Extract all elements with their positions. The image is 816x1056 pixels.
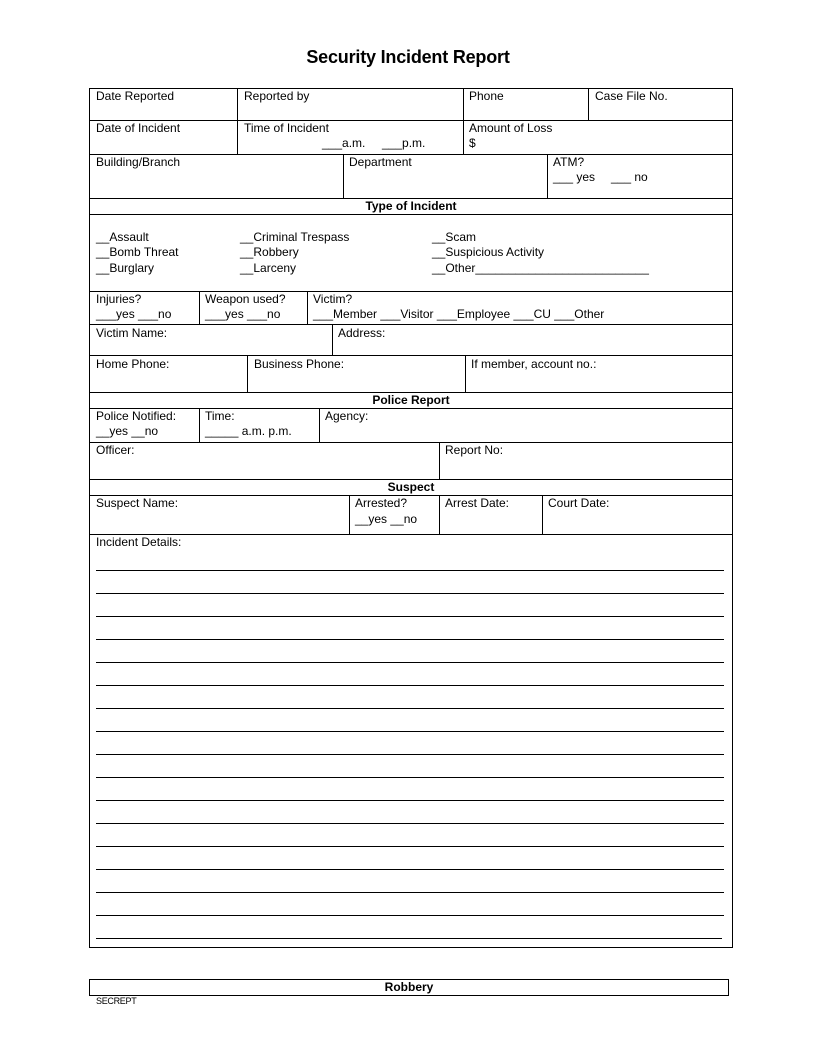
building-branch-field[interactable]: Building/Branch: [96, 155, 181, 169]
report-no-field[interactable]: Report No:: [445, 443, 504, 457]
divider: [439, 495, 440, 534]
divider: [463, 89, 464, 120]
writing-line[interactable]: [96, 662, 724, 663]
victim-name-field[interactable]: Victim Name:: [96, 326, 168, 340]
divider: [439, 442, 440, 479]
pm-checkbox[interactable]: ___p.m.: [382, 136, 426, 150]
divider: [90, 324, 732, 325]
incident-report-form: [89, 88, 733, 948]
divider: [247, 355, 248, 392]
writing-line[interactable]: [96, 639, 724, 640]
criminal-trespass-checkbox[interactable]: __Criminal Trespass: [240, 230, 350, 244]
police-time-label: Time:: [205, 409, 235, 423]
date-reported-field[interactable]: Date Reported: [96, 89, 175, 103]
type-of-incident-header: Type of Incident: [365, 199, 457, 213]
dollar-sign: $: [469, 136, 476, 150]
atm-no-checkbox[interactable]: ___ no: [611, 170, 648, 184]
police-time-options[interactable]: _____ a.m. p.m.: [205, 424, 292, 438]
writing-line[interactable]: [96, 938, 722, 939]
divider: [90, 534, 732, 535]
writing-line[interactable]: [96, 823, 724, 824]
divider: [588, 89, 589, 120]
bomb-threat-checkbox[interactable]: __Bomb Threat: [96, 245, 179, 259]
court-date-field[interactable]: Court Date:: [548, 496, 610, 510]
case-file-field[interactable]: Case File No.: [595, 89, 668, 103]
divider: [90, 442, 732, 443]
atm-yes-checkbox[interactable]: ___ yes: [553, 170, 596, 184]
robbery-checkbox[interactable]: __Robbery: [240, 245, 299, 259]
divider: [307, 291, 308, 324]
divider: [90, 408, 732, 409]
atm-label: ATM?: [553, 155, 585, 169]
injuries-label: Injuries?: [96, 292, 142, 306]
page-title: Security Incident Report: [306, 47, 510, 67]
divider: [237, 120, 238, 154]
address-field[interactable]: Address:: [338, 326, 386, 340]
writing-line[interactable]: [96, 846, 724, 847]
time-of-incident-field[interactable]: Time of Incident: [244, 121, 329, 135]
writing-line[interactable]: [96, 754, 724, 755]
divider: [199, 408, 200, 442]
police-notified-label: Police Notified:: [96, 409, 177, 423]
victim-label: Victim?: [313, 292, 353, 306]
police-notified-options[interactable]: __yes __no: [96, 424, 159, 438]
divider: [319, 408, 320, 442]
member-account-field[interactable]: If member, account no.:: [471, 357, 597, 371]
divider: [332, 324, 333, 355]
officer-field[interactable]: Officer:: [96, 443, 135, 457]
department-field[interactable]: Department: [349, 155, 412, 169]
divider: [343, 154, 344, 198]
writing-line[interactable]: [96, 731, 724, 732]
divider: [465, 355, 466, 392]
divider: [90, 120, 732, 121]
police-report-header: Police Report: [372, 393, 450, 407]
reported-by-field[interactable]: Reported by: [244, 89, 310, 103]
home-phone-field[interactable]: Home Phone:: [96, 357, 170, 371]
divider: [542, 495, 543, 534]
writing-line[interactable]: [96, 685, 724, 686]
divider: [90, 495, 732, 496]
arrested-label: Arrested?: [355, 496, 408, 510]
divider: [547, 154, 548, 198]
robbery-section-header: Robbery: [89, 979, 729, 996]
writing-line[interactable]: [96, 869, 724, 870]
writing-line[interactable]: [96, 570, 724, 571]
business-phone-field[interactable]: Business Phone:: [254, 357, 345, 371]
larceny-checkbox[interactable]: __Larceny: [240, 261, 297, 275]
writing-line[interactable]: [96, 915, 724, 916]
amount-of-loss-field[interactable]: Amount of Loss: [469, 121, 553, 135]
arrested-options[interactable]: __yes __no: [355, 512, 418, 526]
writing-line[interactable]: [96, 800, 724, 801]
divider: [90, 214, 732, 215]
injuries-options[interactable]: ___yes ___no: [96, 307, 172, 321]
divider: [199, 291, 200, 324]
suspect-header: Suspect: [387, 480, 435, 494]
phone-field[interactable]: Phone: [469, 89, 504, 103]
other-incident-field[interactable]: __Other__________________________: [432, 261, 649, 275]
agency-field[interactable]: Agency:: [325, 409, 369, 423]
assault-checkbox[interactable]: __Assault: [96, 230, 149, 244]
footer-code: SECREPT: [96, 996, 137, 1006]
scam-checkbox[interactable]: __Scam: [432, 230, 477, 244]
victim-type-options[interactable]: ___Member ___Visitor ___Employee ___CU ___Other: [313, 307, 605, 321]
burglary-checkbox[interactable]: __Burglary: [96, 261, 155, 275]
suspect-name-field[interactable]: Suspect Name:: [96, 496, 179, 510]
divider: [349, 495, 350, 534]
writing-line[interactable]: [96, 892, 724, 893]
writing-line[interactable]: [96, 777, 724, 778]
weapon-options[interactable]: ___yes ___no: [205, 307, 281, 321]
writing-line[interactable]: [96, 708, 724, 709]
divider: [90, 355, 732, 356]
divider: [237, 89, 238, 120]
incident-details-label: Incident Details:: [96, 535, 182, 549]
arrest-date-field[interactable]: Arrest Date:: [445, 496, 510, 510]
am-checkbox[interactable]: ___a.m.: [322, 136, 366, 150]
writing-line[interactable]: [96, 593, 724, 594]
weapon-used-label: Weapon used?: [205, 292, 286, 306]
divider: [90, 291, 732, 292]
date-of-incident-field[interactable]: Date of Incident: [96, 121, 181, 135]
suspicious-activity-checkbox[interactable]: __Suspicious Activity: [432, 245, 545, 259]
writing-line[interactable]: [96, 616, 724, 617]
divider: [463, 120, 464, 154]
